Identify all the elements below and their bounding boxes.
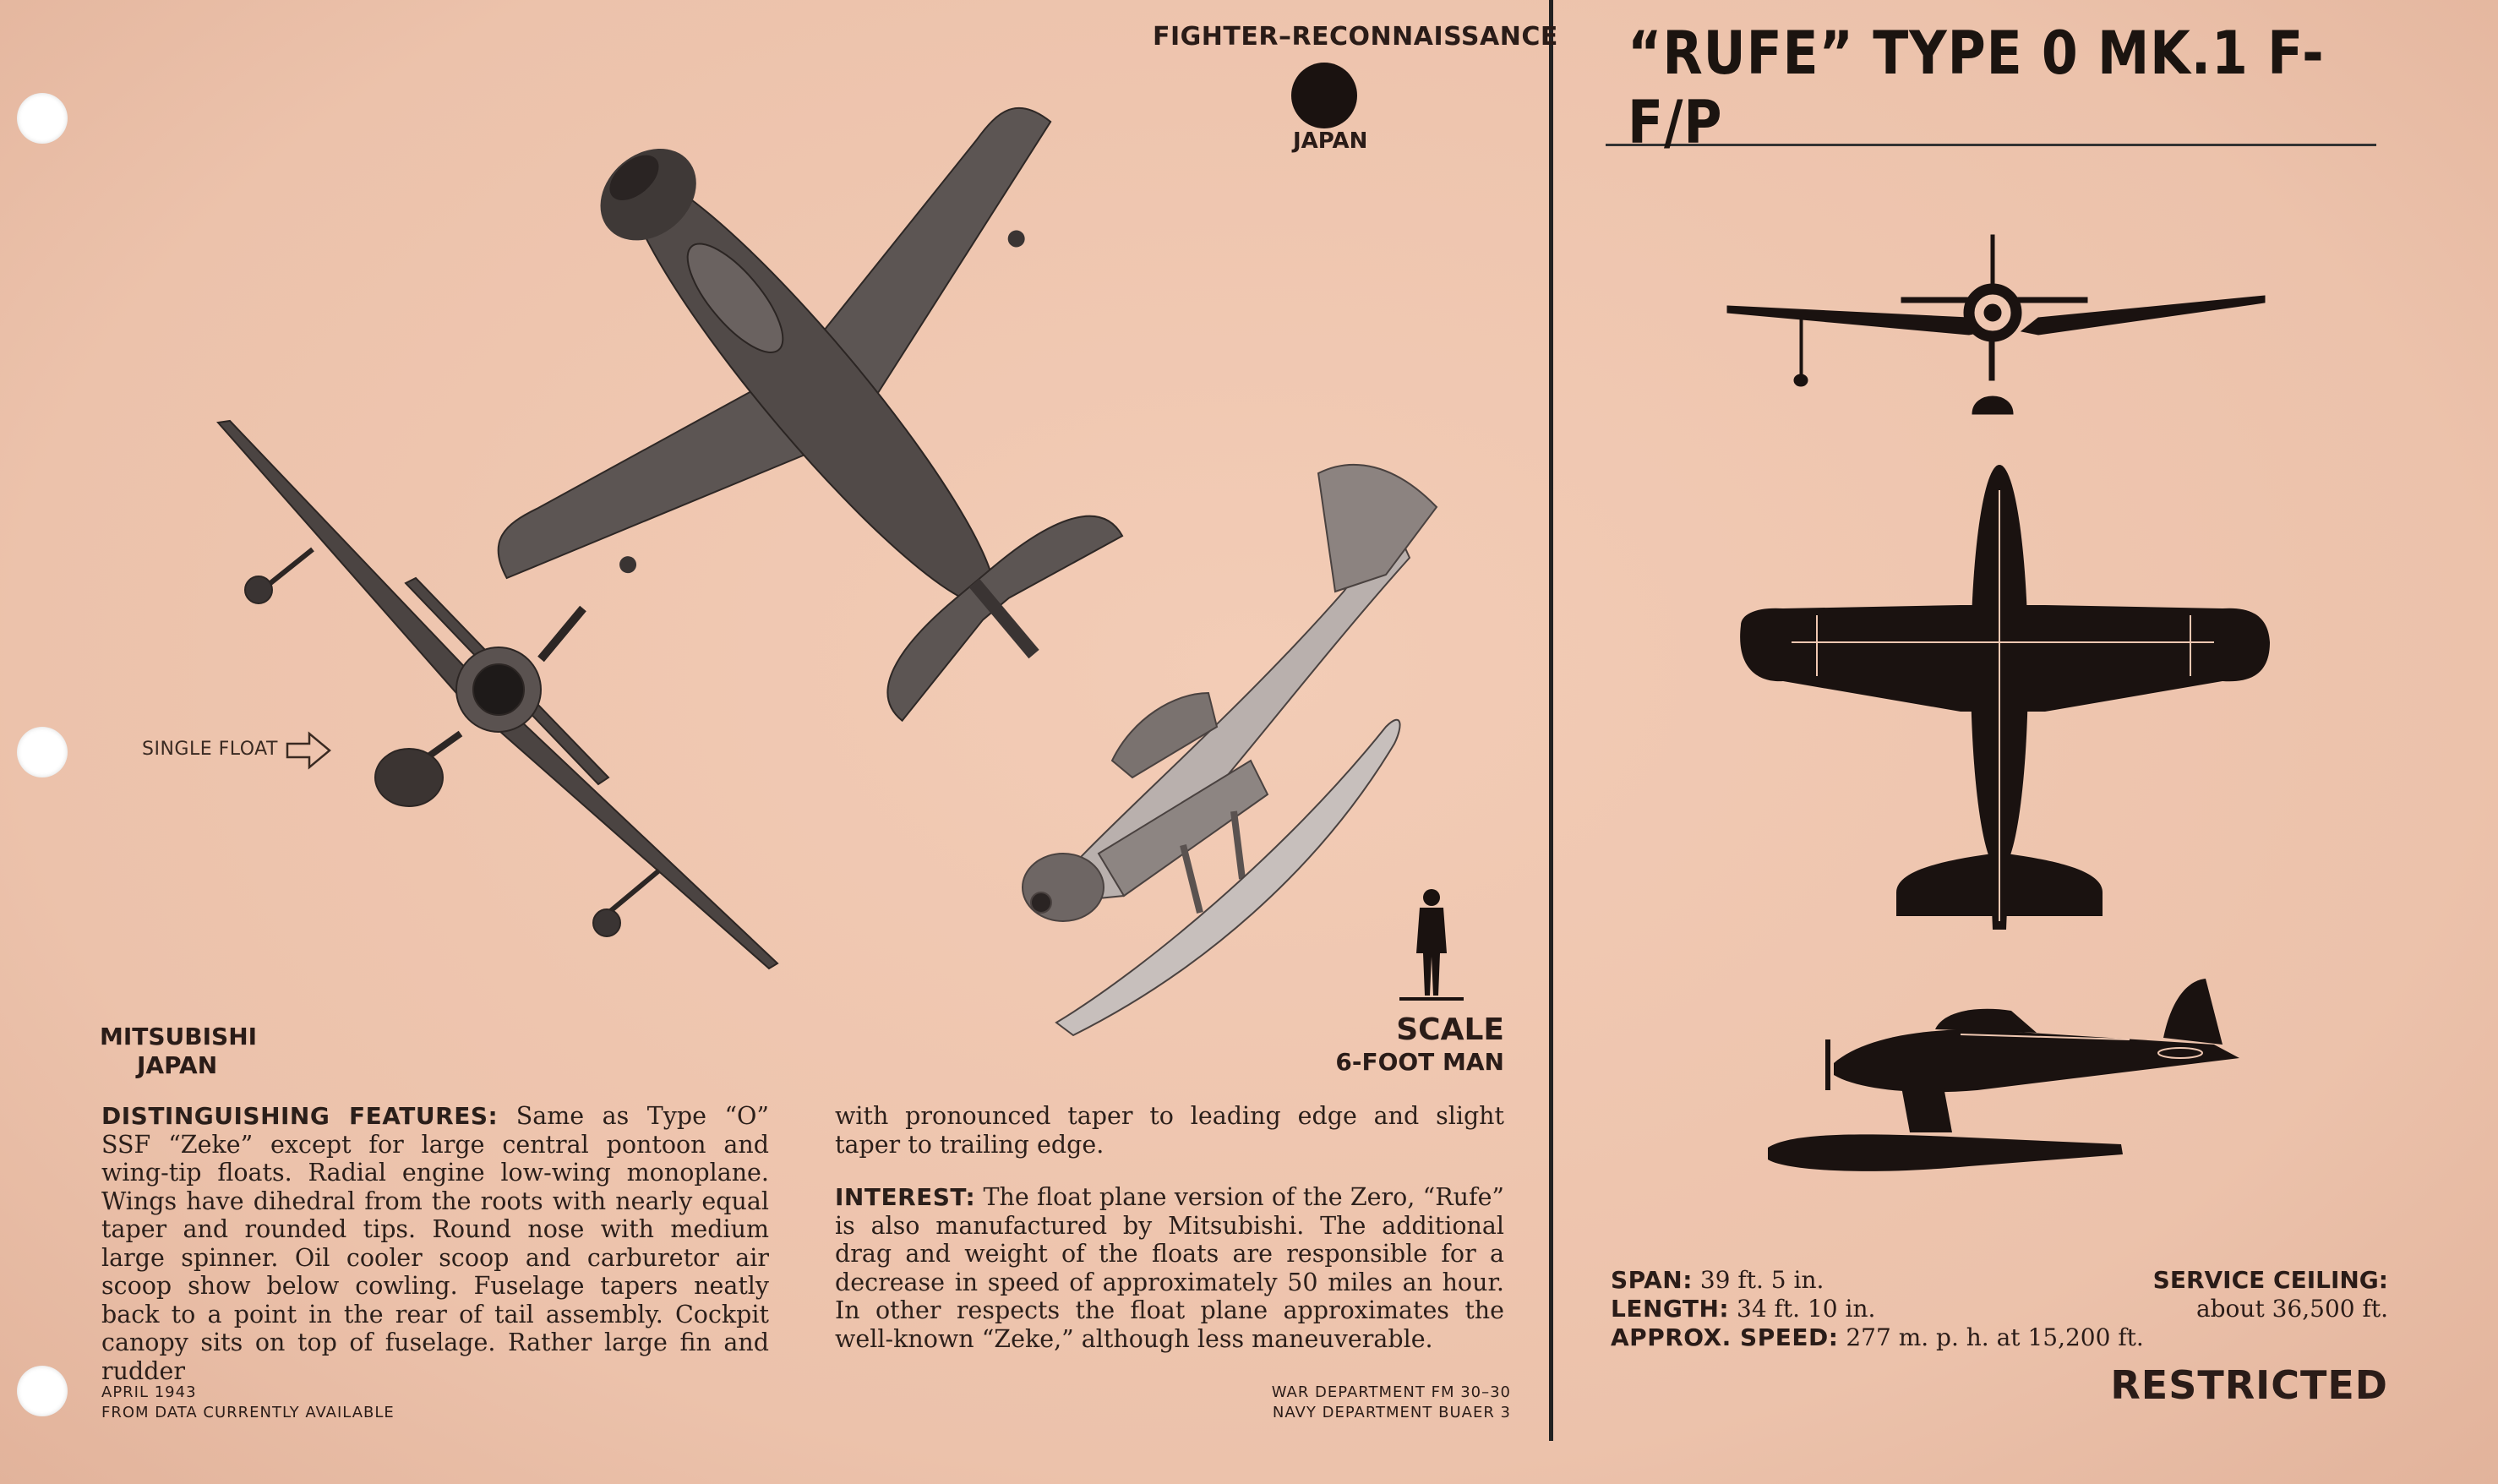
span-row (1611, 1266, 2144, 1295)
scale-reference: 6-FOOT MAN (1335, 1048, 1504, 1076)
classification-stamp: RESTRICTED (2110, 1362, 2388, 1408)
length-label: LENGTH: (1611, 1295, 1730, 1323)
speed-row (1611, 1323, 2144, 1352)
speed-label: APPROX. SPEED: (1611, 1323, 1839, 1351)
scale-label: SCALE (1396, 1012, 1504, 1047)
data-source-note: FROM DATA CURRENTLY AVAILABLE (101, 1404, 395, 1421)
service-ceiling-label: SERVICE CEILING: (2152, 1266, 2388, 1294)
publication-date: APRIL 1943 (101, 1383, 197, 1401)
speed-value: 277 m. p. h. at 15,200 ft. (1846, 1323, 2144, 1351)
service-ceiling-value: about 36,500 ft. (2195, 1295, 2388, 1323)
interest-text: The float plane version of the Zero, “Rufe” is also manufactured by Mitsubishi. The additional drag and weight of the floats are responsible for a decrease in speed of approximately 50 miles an hour. In other respects the float plane approximates the well-known “Zeke,” although less maneuverable. (835, 1183, 1505, 1353)
aircraft-category: FIGHTER–RECONNAISSANCE (1153, 22, 1558, 52)
aircraft-title: “RUFE” TYPE 0 MK.1 F-F/P (1628, 19, 2325, 157)
span-value: 39 ft. 5 in. (1699, 1266, 1824, 1294)
manufacturer-country: JAPAN (137, 1051, 218, 1079)
features-continuation: with pronounced taper to leading edge and slight taper to trailing edge. (835, 1102, 1504, 1159)
interest-heading: INTEREST: (835, 1183, 976, 1211)
length-value: 34 ft. 10 in. (1737, 1295, 1876, 1323)
span-label: SPAN: (1611, 1266, 1693, 1294)
single-float-label: SINGLE FLOAT (142, 739, 278, 760)
nation-label: JAPAN (1293, 128, 1368, 154)
length-row (1611, 1295, 2144, 1323)
features-heading: DISTINGUISHING FEATURES: (101, 1102, 499, 1130)
manufacturer-name: MITSUBISHI (100, 1023, 258, 1050)
features-text: Same as Type “O” SSF “Zeke” except for large central pontoon and wing-tip floats. Radial engine low-wing monoplane. Wings have dihedral from the roots with nearly equal taper and rounded tips. Round nose with medium large spinner. Oil cooler scoop and carburetor air scoop show below cowling. Fuselage tapers neatly back to a point in the rear of tail assembly. Cockpit canopy sits on top of fuselage. Rather large fin and rudder (101, 1102, 769, 1385)
war-department-code: WAR DEPARTMENT FM 30–30 (1271, 1383, 1511, 1401)
specifications-block (1611, 1266, 2144, 1352)
navy-department-code: NAVY DEPARTMENT BUAER 3 (1272, 1404, 1511, 1421)
